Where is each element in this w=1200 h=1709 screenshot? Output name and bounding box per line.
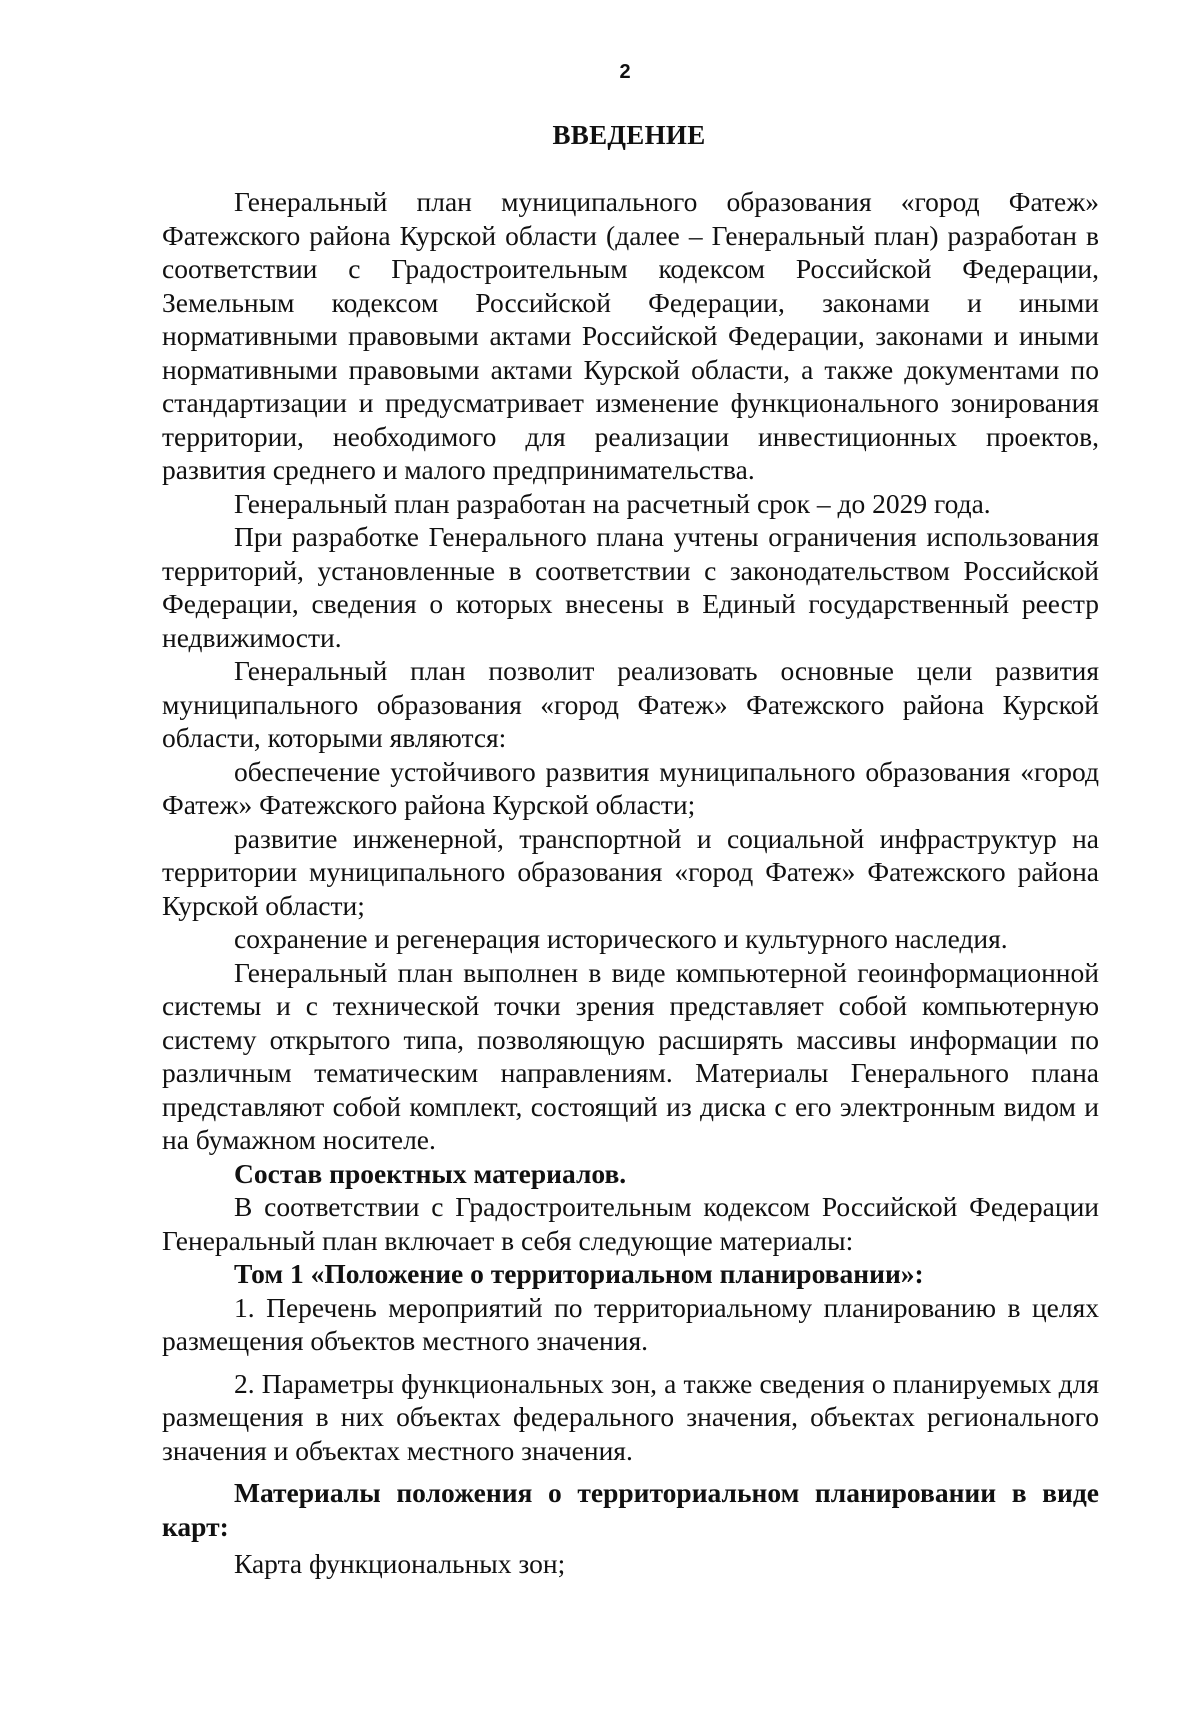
paragraph-restrictions: При разработке Генерального плана учтены ограничения использования территорий, установленные в соответствии с законодательством Российской Федерации, сведения о которых внесены в Единый государственный реестр недвижимости.: [162, 521, 1099, 653]
paragraph-term: Генеральный план разработан на расчетный срок – до 2029 года.: [234, 487, 991, 519]
maps-heading: Материалы положения о территориальном планировании в виде карт:: [162, 1477, 1099, 1542]
paragraph-goals-intro: Генеральный план позволит реализовать основные цели развития муниципального образования «город Фатеж» Фатежского района Курской области, которыми являются:: [162, 655, 1099, 753]
page-title: ВВЕДЕНИЕ: [552, 120, 706, 150]
volume-list-item: 2. Параметры функциональных зон, а также сведения о планируемых для размещения в них объектах федерального значения, объектах регионального значения и объектах местного значения.: [162, 1367, 1099, 1466]
goal-item: обеспечение устойчивого развития муниципального образования «город Фатеж» Фатежского района Курской области;: [162, 755, 1099, 820]
paragraph-intro: Генеральный план муниципального образования «город Фатеж» Фатежского района Курской области (далее – Генеральный план) разработан в соответствии с Градостроительным кодексом Российской Федерации, Земельным кодексом Российской Федерации, законами и иными нормативными правовыми актами Российской Федерации, законами и иными нормативными правовыми актами Курской области, а также документами по стандартизации и предусматривает изменение функционального зонирования территории, необходимого для реализации инвестиционных проектов, развития среднего и малого предпринимательства.: [162, 186, 1099, 485]
volume-heading: Том 1 «Положение о территориальном планировании»:: [234, 1258, 924, 1289]
volume-list-item: 1. Перечень мероприятий по территориальному планированию в целях размещения объектов местного значения.: [162, 1291, 1099, 1356]
paragraph-materials-intro: В соответствии с Градостроительным кодексом Российской Федерации Генеральный план включает в себя следующие материалы:: [162, 1191, 1099, 1256]
materials-heading: Состав проектных материалов.: [234, 1157, 627, 1189]
document-body: [162, 185, 1099, 1581]
paragraph-gis: Генеральный план выполнен в виде компьютерной геоинформационной системы и с технической точки зрения представляет собой компьютерную систему открытого типа, позволяющую расширять массивы информации по различным тематическим направлениям. Материалы Генерального плана представляют собой комплект, состоящий из диска с его электронным видом и на бумажном носителе.: [162, 956, 1099, 1155]
map-list-item: Карта функциональных зон;: [234, 1548, 566, 1579]
goal-item: развитие инженерной, транспортной и социальной инфраструктур на территории муниципального образования «город Фатеж» Фатежского района Курской области;: [162, 822, 1099, 921]
page-number: 2: [619, 61, 631, 83]
goal-item: сохранение и регенерация исторического и культурного наследия.: [234, 923, 1008, 954]
